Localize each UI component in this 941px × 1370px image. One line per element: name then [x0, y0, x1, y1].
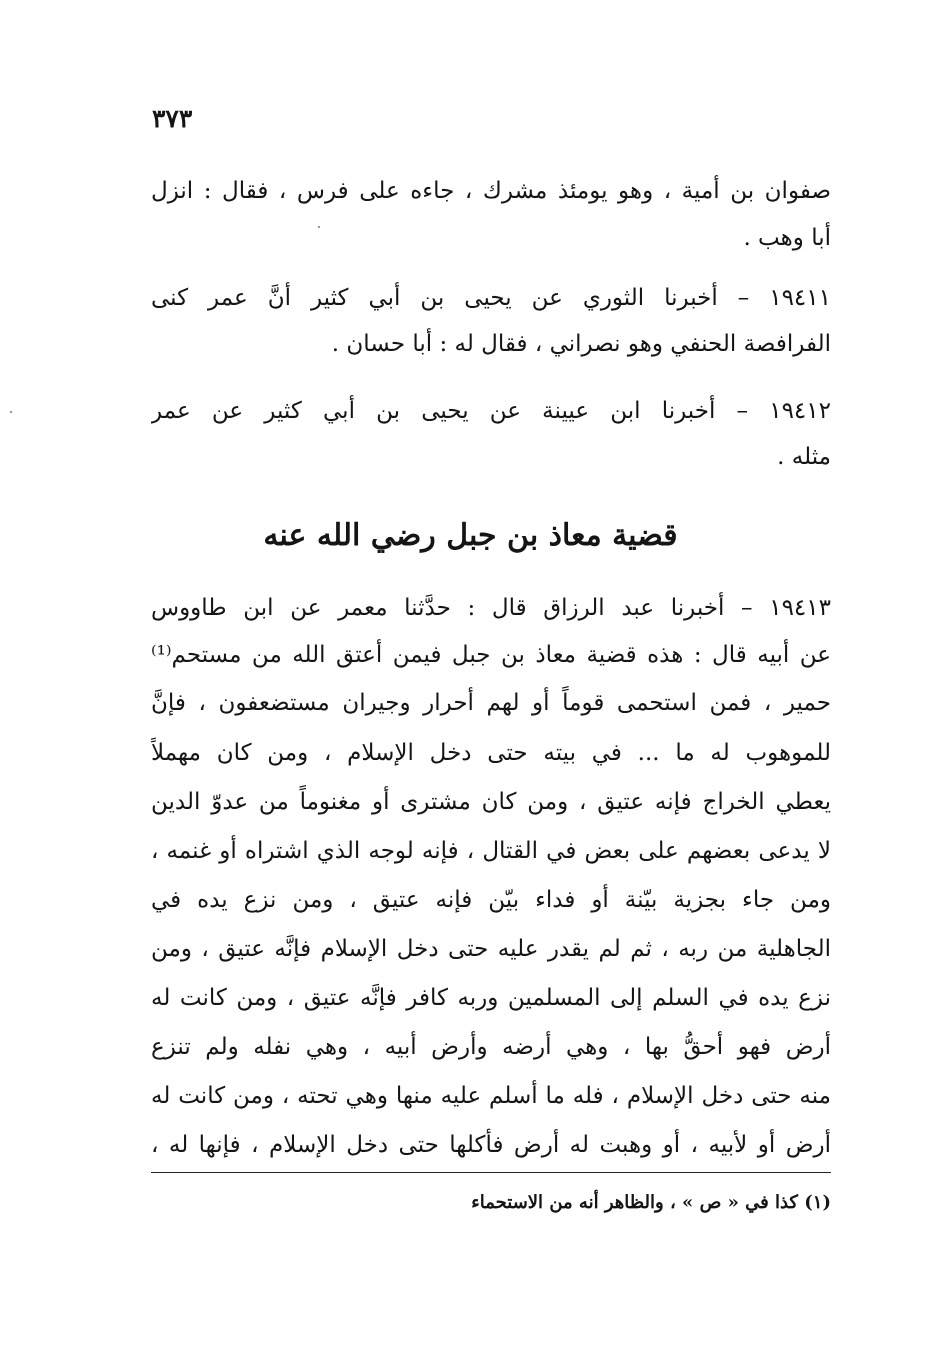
text-line: حمير ، فمن استحمى قوماً أو لهم أحرار وجيران مستضعفون ، فإنَّ — [151, 690, 831, 716]
text-line: يعطي الخراج فإنه عتيق ، ومن كان مشترى أو مغنوماً من عدوّ الدين — [151, 789, 831, 815]
text-line: الجاهلية من ربه ، ثم لم يقدر عليه حتى دخل الإسلام فإنَّه عتيق ، ومن — [151, 936, 831, 962]
text-line: ومن جاء بجزية بيّنة أو فداء بيّن فإنه عتيق ، ومن نزع يده في — [151, 887, 831, 913]
text-line: عن أبيه قال : هذه قضية معاذ بن جبل فيمن أعتق الله من مستحم⁽¹⁾ — [151, 642, 831, 668]
text-line: أبا وهب . — [743, 225, 831, 251]
hadith-19412-line: ١٩٤١٢ – أخبرنا ابن عيينة عن يحيى بن أبي كثير عن عمر — [151, 398, 831, 424]
scan-speck — [318, 226, 320, 228]
scan-speck — [10, 411, 12, 413]
text-line: الفرافصة الحنفي وهو نصراني ، فقال له : أبا حسان . — [331, 331, 831, 357]
hadith-19411-line: ١٩٤١١ – أخبرنا الثوري عن يحيى بن أبي كثير أنَّ عمر كنى — [151, 285, 831, 311]
footnote-divider — [151, 1172, 831, 1173]
footnote: (١) كذا في « ص » ، والظاهر أنه من الاستحماء — [471, 1192, 831, 1213]
text-line: صفوان بن أمية ، وهو يومئذ مشرك ، جاءه على فرس ، فقال : انزل — [151, 178, 831, 204]
text-line: أرض أو لأبيه ، أو وهبت له أرض فأكلها حتى دخل الإسلام ، فإنها له ، — [151, 1132, 831, 1158]
text-line: نزع يده في السلم إلى المسلمين وربه كافر فإنَّه عتيق ، ومن كانت له — [151, 985, 831, 1011]
text-line: مثله . — [777, 444, 831, 470]
text-line: لا يدعى بعضهم على بعض في القتال ، فإنه لوجه الذي اشتراه أو غنمه ، — [151, 838, 831, 864]
text-line: للموهوب له ما ... في بيته حتى دخل الإسلام ، ومن كان مهملاً — [151, 740, 831, 766]
section-heading: قضية معاذ بن جبل رضي الله عنه — [263, 518, 678, 553]
text-line: منه حتى دخل الإسلام ، فله ما أسلم عليه منها وهي تحته ، ومن كانت له — [151, 1083, 831, 1109]
text-line: أرض فهو أحقُّ بها ، وهي أرضه وأرض أبيه ، وهي نفله ولم تنزع — [151, 1034, 831, 1060]
page-number: ٣٧٣ — [152, 104, 193, 133]
hadith-19413-line: ١٩٤١٣ – أخبرنا عبد الرزاق قال : حدَّثنا معمر عن ابن طاووس — [151, 595, 831, 621]
